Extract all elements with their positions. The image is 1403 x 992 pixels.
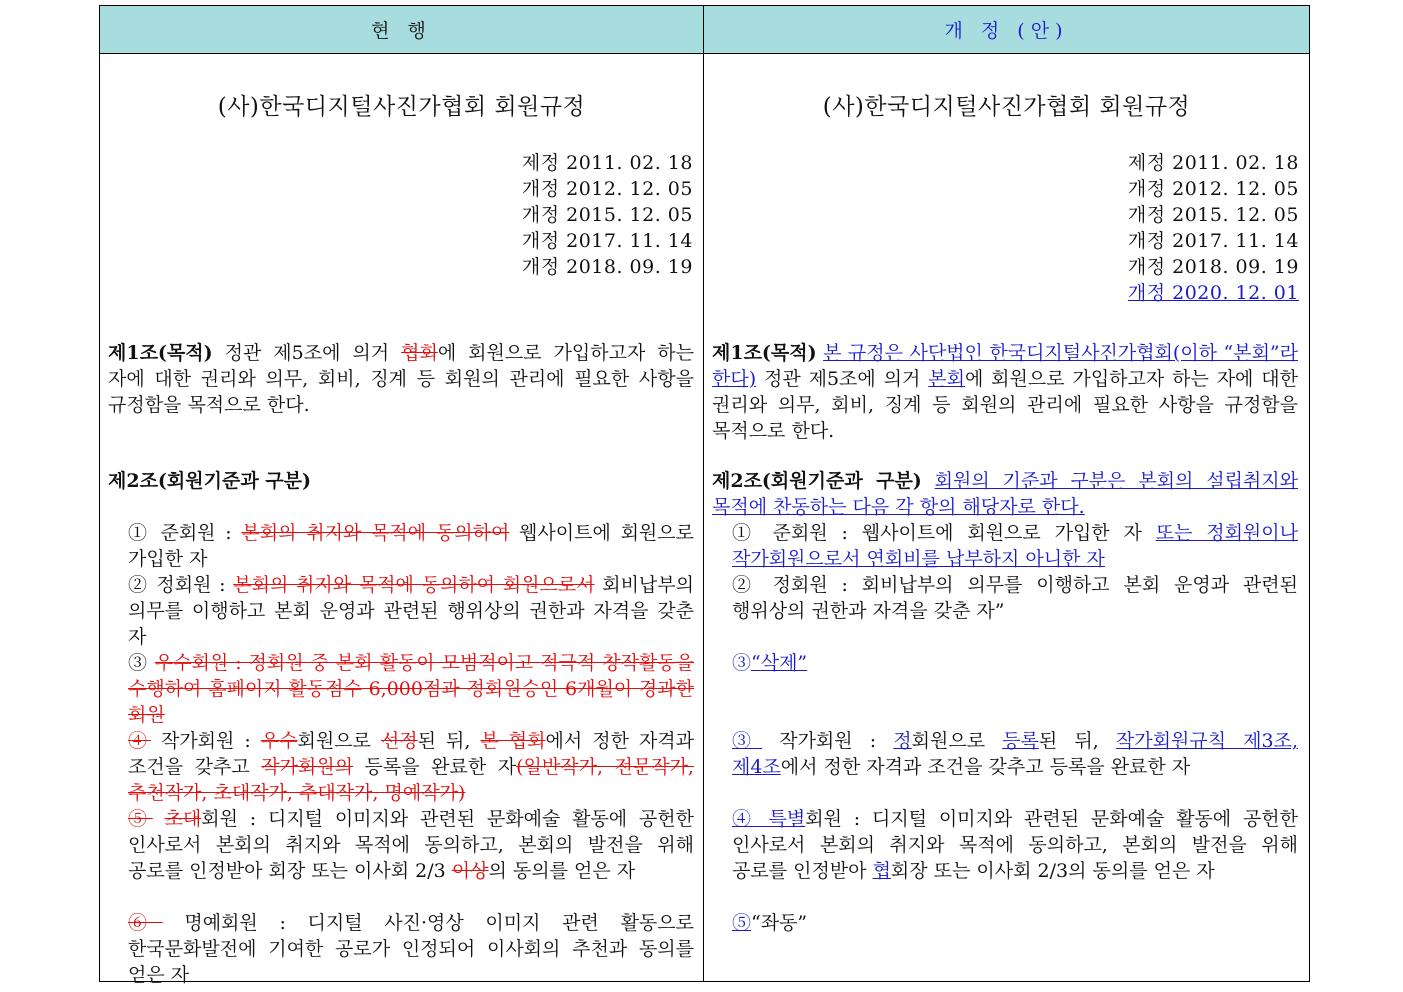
date-line: 개정 2012. 12. 05 <box>521 178 693 200</box>
date-line: 개정 2017. 11. 14 <box>521 230 693 252</box>
revision-dates <box>522 150 693 280</box>
date-line: 개정 2018. 09. 19 <box>521 256 693 278</box>
item-2: ② 정회원 : 회비납부의 의무를 이행하고 본회 운영과 관련된 행위상의 권한과 자격을 갖춘 자” <box>732 574 1298 622</box>
new-revision-date: 개정 2020. 12. 01 <box>1127 282 1299 304</box>
header-current: 현 행 <box>100 6 704 54</box>
date-line: 제정 2011. 02. 18 <box>1127 152 1299 174</box>
article-2: 제2조(회원기준과 구분) 회원의 기준과 구분은 본회의 설립취지와 목적에 찬동하는 다음 각 항의 해당자로 한다. <box>712 470 1298 518</box>
document-title: (사)한국디지털사진가협회 회원규정 <box>822 94 1191 120</box>
date-line: 개정 2017. 11. 14 <box>1127 230 1299 252</box>
item-2: ② 정회원 : 본회의 취지와 목적에 동의하여 회원으로서 회비납부의 의무를 이행하고 본회 운영과 관련된 행위상의 권한과 자격을 갖춘 자 <box>128 574 694 648</box>
date-line: 개정 2015. 12. 05 <box>521 204 693 226</box>
document-title: (사)한국디지털사진가협회 회원규정 <box>217 94 586 120</box>
item-4: ④ 작가회원 : 우수회원으로 선정된 뒤, 본 협회에서 정한 자격과 조건을 갖추고 작가회원의 등록을 완료한 자(일반작가, 전문작가, 추천작가, 초대작가, 추대작가, 명예작가) <box>128 730 695 804</box>
column-revised <box>704 54 1309 981</box>
article-2-heading: 제2조(회원기준과 구분) <box>108 470 312 492</box>
article-1: 제1조(목적) 정관 제5조에 의거 협회에 회원으로 가입하고자 하는 자에 대한 권리와 의무, 회비, 징계 등 회원의 관리에 필요한 사항을 규정함을 목적으로 한다. <box>108 342 694 416</box>
revision-dates <box>1128 150 1299 306</box>
item-6: ⑥ 명예회원 : 디지털 사진·영상 이미지 관련 활동으로 한국문화발전에 기여한 공로가 인정되어 이사회의 추천과 동의를 얻은 자 <box>128 912 694 986</box>
comparison-table <box>99 5 1310 986</box>
item-6: ⑤“좌동” <box>732 912 808 934</box>
item-3: ③ 우수회원 : 정회원 중 본회 활동이 모범적이고 적극적 창작활동을 수행하여 홈페이지 활동점수 6,000점과 정회원승인 6개월이 경과한 회원 <box>128 652 694 726</box>
item-3-deleted: ③“삭제” <box>732 652 808 674</box>
item-1: ① 준회원 : 웹사이트에 회원으로 가입한 자 또는 정회원이나 작가회원으로서 연회비를 납부하지 아니한 자 <box>732 522 1298 570</box>
date-line: 개정 2015. 12. 05 <box>1127 204 1299 226</box>
item-4: ③ 작가회원 : 정회원으로 등록된 뒤, 작가회원규칙 제3조, 제4조에서 정한 자격과 조건을 갖추고 등록을 완료한 자 <box>732 730 1299 778</box>
item-1: ① 준회원 : 본회의 취지와 목적에 동의하여 웹사이트에 회원으로 가입한 자 <box>128 522 694 570</box>
date-line: 제정 2011. 02. 18 <box>521 152 693 174</box>
date-line: 개정 2018. 09. 19 <box>1127 256 1299 278</box>
header-revised: 개 정 (안) <box>704 6 1309 54</box>
date-line: 개정 2012. 12. 05 <box>1127 178 1299 200</box>
column-current <box>100 54 704 986</box>
article-1: 제1조(목적) 본 규정은 사단법인 한국디지털사진가협회(이하 “본회”라 한다) 정관 제5조에 의거 본회에 회원으로 가입하고자 하는 자에 대한 권리와 의무, 회비, 징계 등 회원의 관리에 필요한 사항을 규정함을 목적으로 한다. <box>712 342 1298 442</box>
item-5: ④ 특별회원 : 디지털 이미지와 관련된 문화예술 활동에 공헌한 인사로서 본회의 취지와 목적에 동의하고, 본회의 발전을 위해 공로를 인정받아 협회장 또는 이사회 2/3의 동의를 얻은 자 <box>732 808 1299 882</box>
item-5: ⑤ 초대회원 : 디지털 이미지와 관련된 문화예술 활동에 공헌한 인사로서 본회의 취지와 목적에 동의하고, 본회의 발전을 위해 공로를 인정받아 회장 또는 이사회 2/3 이상의 동의를 얻은 자 <box>128 808 694 882</box>
